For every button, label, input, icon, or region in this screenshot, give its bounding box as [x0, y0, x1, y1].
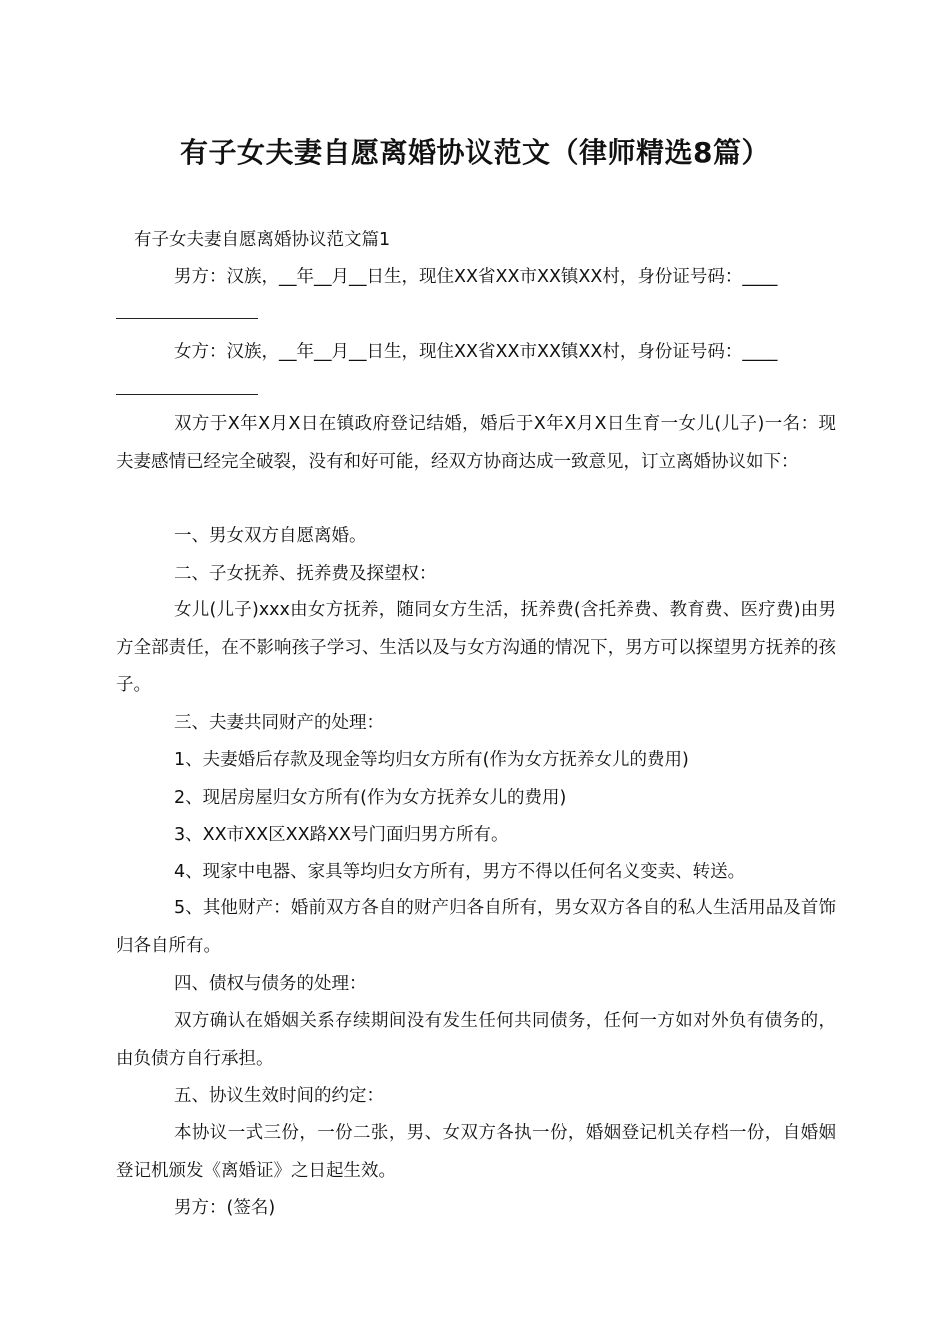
custody-paragraph: 女儿(儿子)xxx由女方抚养，随同女方生活，抚养费(含托养费、教育费、医疗费)由男方全部责任，在不影响孩子学习、生活以及与女方沟通的情况下，男方可以探望男方抚养的孩子。 [116, 600, 836, 695]
property-item-4: 4、现家中电器、家具等均归女方所有，男方不得以任何名义变卖、转送。 [174, 862, 746, 882]
property-item-2: 2、现居房屋归女方所有(作为女方抚养女儿的费用) [174, 788, 567, 808]
document-title: 有子女夫妻自愿离婚协议范文（律师精选8篇） [180, 136, 770, 169]
debts-paragraph: 双方确认在婚姻关系存续期间没有发生任何共同债务，任何一方如对外负有债务的，由负债方自行承担。 [116, 1011, 836, 1069]
property-item-5: 5、其他财产：婚前双方各自的财产归各自所有，男女双方各自的私人生活用品及首饰归各自所有。 [116, 898, 836, 956]
effective-date-paragraph: 本协议一式三份，一份二张，男、女双方各执一份，婚姻登记机关存档一份，自婚姻登记机颁发《离婚证》之日起生效。 [116, 1123, 836, 1181]
marriage-background-paragraph: 双方于X年X月X日在镇政府登记结婚，婚后于X年X月X日生育一女儿(儿子)一名：现夫妻感情已经完全破裂，没有和好可能，经双方协商达成一致意见，订立离婚协议如下： [116, 414, 836, 472]
clause-heading-divorce: 一、男女双方自愿离婚。 [174, 526, 367, 546]
section-heading: 有子女夫妻自愿离婚协议范文篇1 [134, 230, 391, 250]
clause-heading-effective-date: 五、协议生效时间的约定： [174, 1086, 384, 1106]
id-number-blank-line [116, 394, 258, 395]
female-party-info: 女方：汉族，__年__月__日生，现住XX省XX市XX镇XX村，身份证号码：____ [174, 342, 778, 362]
clause-heading-custody: 二、子女抚养、抚养费及探望权： [174, 564, 437, 584]
property-item-1: 1、夫妻婚后存款及现金等均归女方所有(作为女方抚养女儿的费用) [174, 750, 689, 770]
property-item-3: 3、XX市XX区XX路XX号门面归男方所有。 [174, 825, 509, 845]
male-signature-line: 男方：(签名) [174, 1198, 276, 1218]
id-number-blank-line [116, 318, 258, 319]
male-party-info: 男方：汉族，__年__月__日生，现住XX省XX市XX镇XX村，身份证号码：____ [174, 267, 778, 287]
clause-heading-property: 三、夫妻共同财产的处理： [174, 713, 384, 733]
clause-heading-debts: 四、债权与债务的处理： [174, 974, 367, 994]
